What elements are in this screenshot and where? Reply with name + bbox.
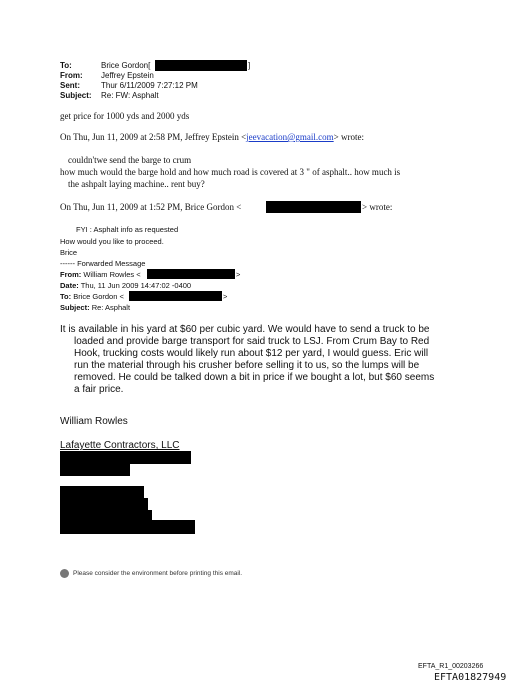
quote1-line-3: the ashpalt laying machine.. rent buy?: [68, 179, 205, 189]
from-label: From:: [60, 71, 83, 80]
fwd-subject-value: Re: Asphalt: [91, 303, 131, 312]
quote1-attribution: [60, 132, 364, 142]
redaction-block: [60, 463, 130, 476]
paragraph-line-2: loaded and provide barge transport for said truck to LSJ. From Crum Bay to Red: [74, 336, 430, 347]
fwd-to-end: >: [223, 292, 228, 301]
environment-note: Please consider the environment before printing this email.: [73, 570, 243, 577]
quote1-line-2: how much would the barge hold and how much road is covered at 3 " of asphalt.. how much is: [60, 167, 401, 177]
forwarded-marker: ------ Forwarded Message: [60, 259, 146, 268]
paragraph-line-1: It is available in his yard at $60 per cubic yard. We would have to send a truck to be: [60, 324, 430, 335]
paragraph-line-4: run the material through his crusher before selling it to us, so the lumps will be: [74, 360, 420, 371]
fwd-from-end: >: [236, 270, 241, 279]
fwd-to-row: [60, 292, 124, 301]
to-label: To:: [60, 61, 72, 70]
to-value-end: ]: [248, 61, 251, 70]
to-value: Brice Gordon[: [101, 61, 151, 70]
fyi-line: FYI : Asphalt info as requested: [76, 225, 179, 234]
quote1-prefix: On Thu, Jun 11, 2009 at 2:58 PM, Jeffrey Epstein <: [60, 132, 247, 142]
fwd-subject-row: [60, 303, 130, 312]
body-line-1: get price for 1000 yds and 2000 yds: [60, 111, 190, 121]
fwd-subject-label: Subject:: [60, 303, 90, 312]
sent-label: Sent:: [60, 81, 80, 90]
fwd-from-value: William Rowles <: [83, 270, 141, 279]
quote1-suffix: > wrote:: [333, 132, 364, 142]
redaction-block: [129, 291, 222, 301]
fwd-from-label: From:: [60, 270, 82, 279]
fwd-date-row: [60, 281, 191, 290]
fwd-date-label: Date:: [60, 281, 79, 290]
fwd-from-row: [60, 270, 141, 279]
paragraph-line-6: a fair price.: [74, 384, 124, 395]
fwd-date-value: Thu, 11 Jun 2009 14:47:02 -0400: [80, 281, 192, 290]
subject-value: Re: FW: Asphalt: [101, 91, 159, 100]
quote1-email-link[interactable]: jeevacation@gmail.com: [246, 132, 334, 142]
signature-name: William Rowles: [60, 416, 128, 427]
redaction-block: [147, 269, 235, 279]
paragraph-line-3: Hook, trucking costs would likely run about $12 per yard, I would guess. Eric will: [74, 348, 429, 359]
fwd-to-value: Brice Gordon <: [73, 292, 124, 301]
redaction-block: [266, 201, 361, 213]
brice-line: Brice: [60, 248, 78, 257]
quote2-prefix: On Thu, Jun 11, 2009 at 1:52 PM, Brice Gordon <: [60, 202, 242, 212]
footer-id-2: EFTA01827949: [434, 672, 507, 683]
leaf-icon: [60, 569, 69, 578]
company-name: Lafayette Contractors, LLC: [60, 440, 180, 451]
redaction-block: [60, 520, 195, 534]
how-line: How would you like to proceed.: [60, 237, 164, 246]
quote1-line-1: couldn'twe send the barge to crum: [68, 155, 192, 165]
redaction-block: [155, 60, 247, 71]
from-value: Jeffrey Epstein: [101, 71, 154, 80]
subject-label: Subject:: [60, 91, 92, 100]
footer-id-1: EFTA_R1_00203266: [418, 663, 484, 670]
paragraph-line-5: removed. He could be talked down a bit in price if we bought a lot, but $60 seems: [74, 372, 435, 383]
sent-value: Thur 6/11/2009 7:27:12 PM: [101, 81, 198, 90]
fwd-to-label: To:: [60, 292, 72, 301]
quote2-suffix: > wrote:: [362, 202, 393, 212]
